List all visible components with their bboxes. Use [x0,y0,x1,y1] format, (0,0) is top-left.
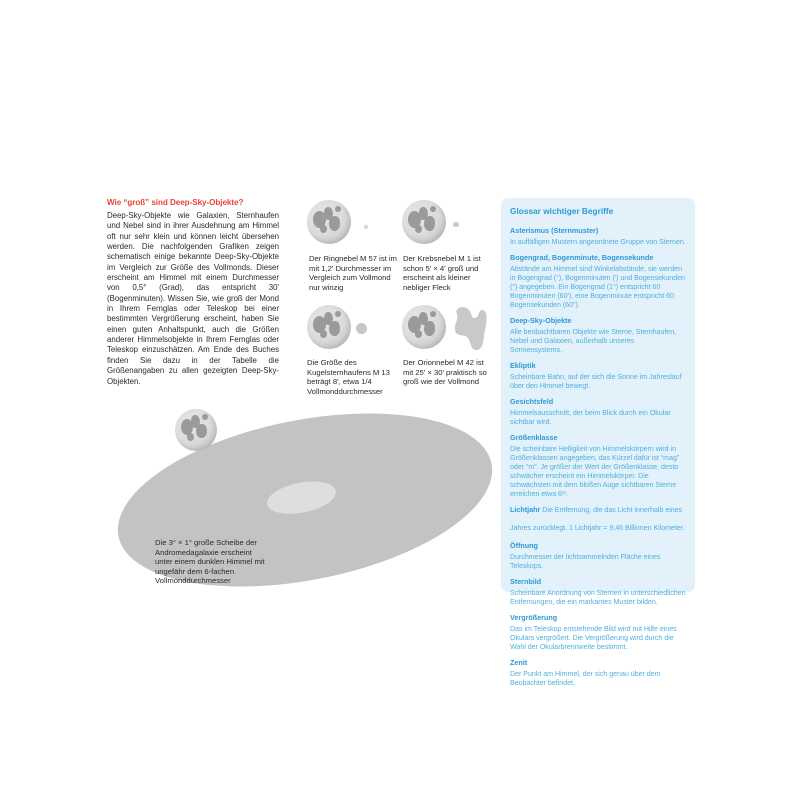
moon-mare [329,216,340,231]
caption-krebsnebel-m1: Der Krebsnebel M 1 ist schon 5' × 4' groß und erscheint als kleiner nebliger Fleck [403,254,481,292]
glossary-entry [510,535,686,571]
glossary-definition: Scheinbare Bahn, auf der sich die Sonne im Jahreslauf über den Himmel bewegt. [510,373,682,390]
glossary-term: Gesichtsfeld [510,397,554,407]
moon-mare [424,321,435,336]
full-moon-disc-m1 [402,200,446,244]
glossary-panel [501,198,695,688]
glossary-definition: Das im Teleskop entstehende Bild wird mit Hilfe eines Okulars vergrößert. Die Vergrößerung wird durch die Wahl der Okularbrennweite bestimmt. [510,625,677,652]
moon-mare [196,424,207,438]
glossary-entry [510,499,686,535]
glossary-definition: Der Punkt am Himmel, der sich genau über dem Beobachter befindet. [510,670,661,688]
glossary-entry [510,310,686,355]
glossary-entry [510,571,686,607]
glossary-definition: Abstände am Himmel sind Winkelabstände, sie werden in Bogengrad (°), Bogenminuten (') und Bogensekunden (") angegeben. Ein Bogengrad (1°) entspricht 60 Bogenminuten (60'), eine Bogenminute entspricht 60 Bogensekunden (60"). [510,265,685,309]
glossary-term: Asterismus (Sternmuster) [510,226,599,235]
intro-column [107,197,279,387]
moon-mare [313,316,326,333]
glossary-entry [510,391,686,427]
orionnebel-m42-shape [450,304,490,352]
glossary-term: Ekliptik [510,361,536,371]
glossary-definition: Die scheinbare Helligkeit von Himmelskörpern wird in Größenklassen angegeben, das Kürzel dafür ist “mag” oder “m”. Je größer der Wert der Größenklasse, desto schwächer erscheint ein Himmelskörper. Die schwächsten mit dem bloßen Auge sichtbaren Sterne erreichen etwa 6ᵐ. [510,445,680,498]
glossary-title: Glossar wichtiger Begriffe [510,206,614,216]
moon-mare [320,225,327,233]
intro-title: Wie “groß” sind Deep-Sky-Objekte? [107,198,244,207]
glossary-term: Vergrößerung [510,613,558,623]
glossary-term: Deep-Sky-Objekte [510,316,572,326]
glossary-term: Größenklasse [510,433,558,443]
moon-mare [320,330,327,338]
moon-mare [313,211,326,228]
moon-mare [408,211,421,228]
moon-mare [408,316,421,333]
glossary-entry [510,607,686,652]
full-moon-disc-m13 [307,305,351,349]
glossary-term: Bogengrad, Bogenminute, Bogensekunde [510,253,654,263]
glossary-definition: Scheinbare Anordnung von Sternen in unterschiedlichen Entfernungen, die ein markantes Muster bilden. [510,589,686,607]
moon-mare [419,312,428,325]
full-moon-disc-m42 [402,305,446,349]
intro-body: Deep-Sky-Objekte wie Galaxien, Sternhaufen und Nebel sind in ihrer Ausdehnung am Himmel oft nur sehr klein und können leicht übersehen werden. Die nachfolgenden Grafiken zeigen schematisch einige bekannte Deep-Sky-Objekte im Vergleich zur Größe des Vollmonds. Dieser erscheint am Himmel mit einem Durchmesser von 0,5° (Grad), das entspricht 30' (Bogenminuten). Wissen Sie, wie groß der Mond in Ihrem Fernglas oder Teleskop bei einer bestimmten Vergrößerung erscheint, haben Sie einen guten Anhaltspunkt, auch die Größen anderer Himmelsobjekte in Ihrem Fernglas oder Teleskop einzuschätzen. Am Ende des Buches finden Sie dazu in der Tabelle die Größenangaben zu allen gezeigten Deep-Sky-Objekten. [107,211,279,386]
full-moon-disc-andromeda [175,409,217,451]
moon-mare [415,330,422,338]
glossary-definition: Durchmesser der lichtsammelnden Fläche eines Teleskops. [510,553,661,570]
glossary-term: Sternbild [510,577,542,587]
glossary-term: Öffnung [510,541,538,551]
kugelsternhaufen-m13-marker [356,323,367,334]
glossary-entry [510,652,686,688]
glossary-entry [510,427,686,498]
glossary-term: Lichtjahr [510,505,541,515]
glossary-definition: Himmelsausschnitt, der beim Blick durch ein Okular sichtbar wird. [510,409,671,427]
caption-ringnebel-m57: Der Ringnebel M 57 ist im mit 1,2' Durchmesser im Vergleich zum Vollmond nur winzig [309,254,397,292]
glossary-definition: In auffälligen Mustern angeordnete Gruppe von Sternen. [510,238,686,246]
ringnebel-m57-marker [364,225,368,229]
glossary-entry [510,355,686,391]
moon-mare [430,206,436,212]
moon-mare [181,419,193,435]
moon-mare [424,216,435,231]
moon-mare [202,414,208,420]
full-moon-disc-m57 [307,200,351,244]
moon-mare [335,311,341,317]
moon-mare [324,312,333,325]
krebsnebel-m1-marker [453,222,459,227]
moon-mare [415,225,422,233]
caption-orionnebel-m42: Der Orionnebel M 42 ist mit 25' × 30' praktisch so groß wie der Vollmond [403,358,487,387]
glossary-entry [510,220,686,247]
glossary-term: Zenit [510,658,528,668]
glossary-definition: Die Entfernung, die das Licht innerhalb eines Jahres zurücklegt. 1 Lichtjahr = 9,46 Billionen Kilometer. [510,506,685,533]
moon-mare [191,415,200,428]
moon-mare [335,206,341,212]
caption-kugelsternhaufen-m13: Die Größe des Kugelsternhaufens M 13 beträgt 8', etwa 1/4 Vollmonddurchmesser [307,358,390,396]
glossary-entry [510,247,686,309]
moon-mare [419,207,428,220]
moon-mare [324,207,333,220]
caption-andromedagalaxie: Die 3° × 1° große Scheibe der Andromedagalaxie erscheint unter einem dunklen Himmel mit ungefähr dem 6-fachen Vollmonddurchmesser [155,538,265,586]
moon-mare [430,311,436,317]
glossary-entry-list [510,220,686,688]
moon-mare [187,433,194,441]
glossary-definition: Alle beobachtbaren Objekte wie Sterne, Sternhaufen, Nebel und Galaxien, außerhalb unseres Sonnensystems. [510,328,677,354]
moon-mare [329,321,340,336]
